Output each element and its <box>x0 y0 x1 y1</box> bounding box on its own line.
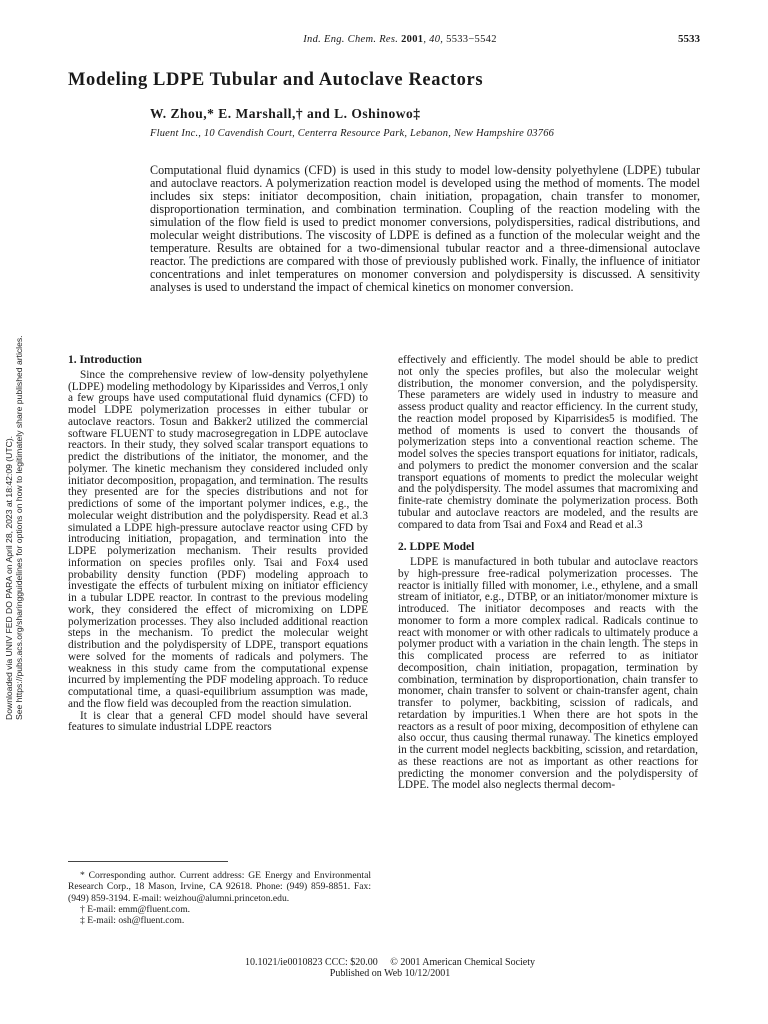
footnote-double-dagger: ‡ E-mail: osh@fluent.com. <box>80 915 185 927</box>
journal-year: 2001 <box>401 34 424 45</box>
paragraph: effectively and efficiently. The model should be able to predict not only the species profiles, but also the molecular weight distribution, the monomer conversion, and the polydispersity. These parameters are widely used in industry to measure and assess product quality and reactor efficiency. In the current study, the reaction model proposed by Kiparrisides5 is modified. The method of moments is used to convert the thousands of polymerization steps into a conventional reaction scheme. The model solves the species transport equations for initiator, radicals, and polymers to predict the monomer conversion and the scalar transport equations of moments to predict the molecular weight and the polydispersity. The model assumes that macromixing and finite-rate chemistry dominate the polymerization process. Both tubular and autoclave reactors are modeled, and the results are compared to data from Tsai and Fox4 and Read et al.3 <box>398 354 698 531</box>
paragraph: LDPE is manufactured in both tubular and autoclave reactors by high-pressure free-radical polymerization processes. The reactor is initially filled with monomer, i.e., ethylene, and a small stream of initiator, e.g., DTBP, or an initiator/monomer mixture is introduced. The initiator decomposes and reacts with the monomer to form a more complex radical. Radicals continue to react with monomer or with other radicals to ultimately produce a polymer product with a variation in the chain length. The steps in this complicated process are referred to as initiator decomposition, chain initiation, propagation, termination by combination, termination by disproportionation, chain transfer to monomer, chain transfer to solvent or chain-transfer agent, chain transfer to polymer, backbiting, scission of radicals, and retardation by impurities.1 When there are hot spots in the reactors as a result of poor mixing, decomposition of ethylene can also occur, thus causing thermal runaway. The kinetics employed in the current model neglects backbiting, scission, and retardation, as these reactions are not as important as other reactions for predicting the monomer conversion and the polydispersity of LDPE. The model also neglects thermal decom- <box>398 556 698 792</box>
footnote-dagger: † E-mail: emm@fluent.com. <box>80 903 191 915</box>
journal-pages: 5533−5542 <box>446 34 497 45</box>
download-notice-line-1: Downloaded via UNIV FED DO PARA on April 28, 2023 at 18:42:09 (UTC). <box>4 435 14 720</box>
right-column <box>398 355 698 792</box>
doi-copyright-line: 10.1021/ie0010823 CCC: $20.00 © 2001 American Chemical Society <box>244 957 536 968</box>
journal-citation <box>200 34 600 45</box>
page-number: 5533 <box>678 33 700 45</box>
paragraph: It is clear that a general CFD model should have several features to simulate industrial LDPE reactors <box>68 709 368 734</box>
article-affiliation: Fluent Inc., 10 Cavendish Court, Centerra Resource Park, Lebanon, New Hampshire 03766 <box>150 128 555 139</box>
paragraph: Since the comprehensive review of low-density polyethylene (LDPE) modeling methodology by Kiparissides and Verros,1 only a few groups have used computational fluid dynamics (CFD) to model LDPE polymerization processes in either tubular or autoclave reactors. Tosun and Bakker2 utilized the commercial software FLUENT to study macrosegregation in LDPE autoclave reactors. In their study, they solved scalar transport equations to predict the distributions of the initiator, the monomer, and the polymer. The kinetic mechanism they considered included only initiator decomposition, propagation, and termination. The results they presented are for the species distributions and not for predictions of some of the important polymer indices, e.g., the molecular weight distribution and the polydispersity. Read et al.3 simulated a LDPE high-pressure autoclave reactor using CFD by introducing initiation, propagation, and termination into the LDPE polymerization mechanism. Their results provided information on species profiles only. Tsai and Fox4 used probability density function (PDF) modeling approach to investigate the effects of turbulent mixing on initiator efficiency in a tubular LDPE reactor. In contrast to the previous modeling work, they considered the effect of micromixing on LDPE polymerization processes. They also included additional reaction steps in the mechanism. To predict the molecular weight distribution and the polydispersity of LDPE, transport equations were solved for the moments of radicals and polymers. The weakness in this study came from the computational expense incurred by implementing the PDF modeling approach. To reduce computational time, a quasi-equilibrium assumption was made, and the flow field was decoupled from the reaction simulation. <box>68 368 368 710</box>
journal-name: Ind. Eng. Chem. Res. <box>303 34 399 45</box>
footnote-divider <box>68 861 228 862</box>
article-authors: W. Zhou,* E. Marshall,† and L. Oshinowo‡ <box>150 106 421 121</box>
footnotes <box>68 870 371 926</box>
section-heading-ldpe-model: 2. LDPE Model <box>398 541 475 554</box>
left-column <box>68 355 368 734</box>
download-notice <box>4 300 40 720</box>
journal-volume: , 40, <box>423 34 444 45</box>
publication-date: Published on Web 10/12/2001 <box>329 968 451 979</box>
download-notice-line-2: See https://pubs.acs.org/sharingguidelines for options on how to legitimately share published articles. <box>14 335 24 720</box>
section-heading-introduction: 1. Introduction <box>68 354 142 366</box>
footnote-corresponding-author: * Corresponding author. Current address: GE Energy and Environmental Research Corp., 18 Mason, Irvine, CA 92618. Phone: (949) 859-8851. Fax: (949) 859-3194. E-mail: weizhou@alumni.princeton.edu. <box>68 870 371 904</box>
article-title: Modeling LDPE Tubular and Autoclave Reactors <box>68 70 484 90</box>
page-footer <box>180 957 600 979</box>
article-abstract: Computational fluid dynamics (CFD) is used in this study to model low-density polyethylene (LDPE) tubular and autoclave reactors. A polymerization reaction model is developed using the method of moments. The model includes six steps: initiator decomposition, chain initiation, propagation, chain transfer to monomer, disproportionation termination, and combination termination. Coupling of the reaction modeling with the simulation of the flow field is used to predict monomer conversions, polydispersities, radical distributions, and molecular weight distributions. The viscosity of LDPE is defined as a function of the molecular weight and the temperature. Results are obtained for a two-dimensional tubular reactor and a three-dimensional autoclave reactor. The predictions are compared with those of previously published work. Finally, the influence of initiator concentrations and inlet temperatures on monomer conversion and polydispersity is discussed. A sensitivity analyses is used to understand the impact of chemical kinetics on monomer conversion. <box>150 163 700 295</box>
